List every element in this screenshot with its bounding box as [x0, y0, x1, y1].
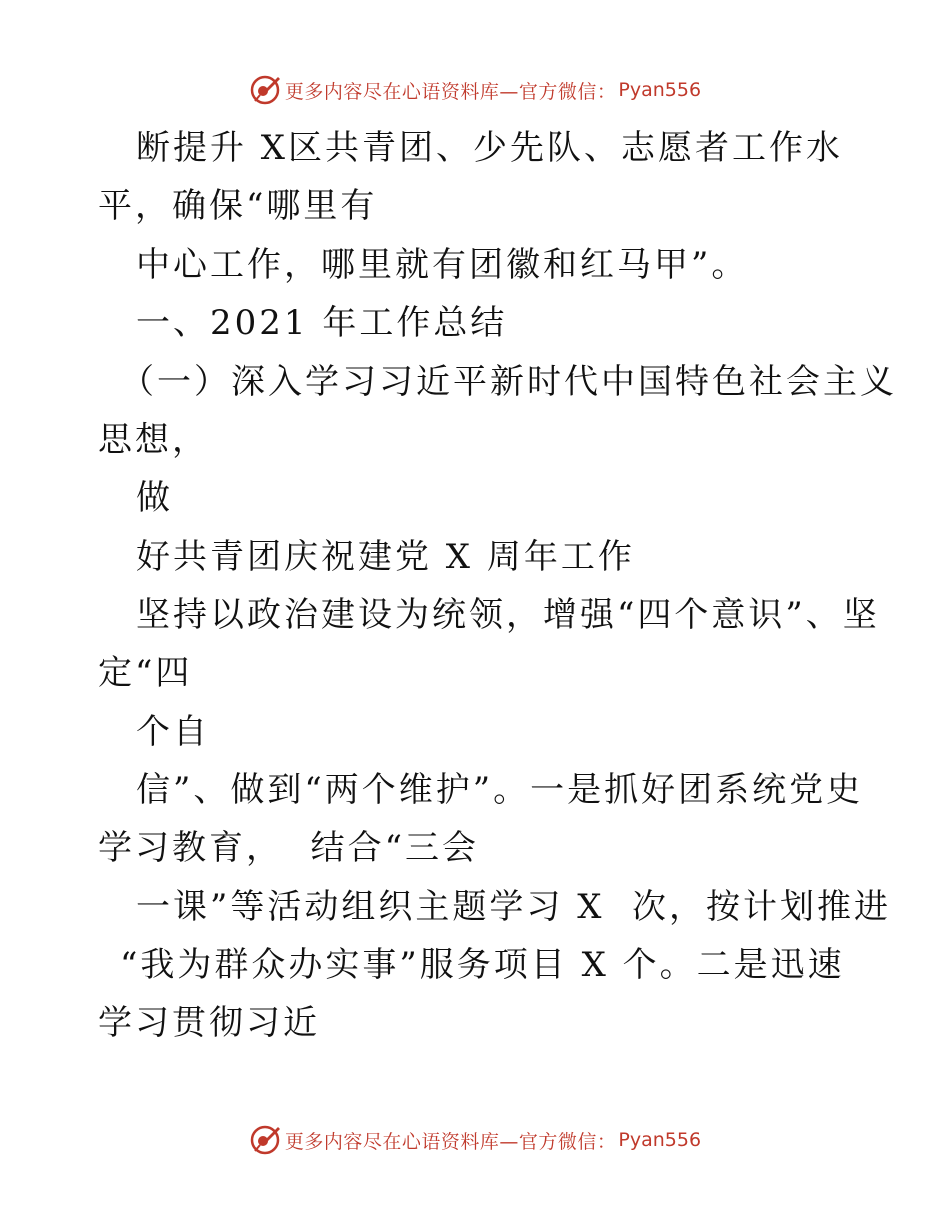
- body-line: 思想，: [98, 420, 209, 460]
- body-line: 个自: [136, 712, 210, 752]
- body-line: 学习教育， 结合“三会: [98, 828, 479, 868]
- header-wechat-id: Pyan556: [618, 79, 702, 101]
- body-line: 一课”等活动组织主题学习 X 次，按计划推进: [136, 887, 892, 927]
- pen-logo-icon: [249, 1124, 281, 1156]
- body-line: 断提升 X区共青团、少先队、志愿者工作水: [136, 128, 844, 168]
- header-banner: [0, 70, 950, 110]
- body-line: “我为群众办实事”服务项目 X 个。二是迅速: [120, 945, 845, 985]
- section-heading: 一、2021 年工作总结: [136, 303, 508, 343]
- body-line: 做: [136, 478, 173, 518]
- body-line: 学习贯彻习近: [98, 1003, 320, 1043]
- body-line: 中心工作，哪里就有团徽和红马甲”。: [136, 245, 749, 285]
- body-line: 好共青团庆祝建党 X 周年工作: [136, 537, 635, 577]
- header-banner-text: 更多内容尽在心语资料库—官方微信：: [284, 80, 617, 103]
- body-line: 平，确保“哪里有: [98, 186, 378, 226]
- footer-wechat-id: Pyan556: [618, 1129, 702, 1151]
- subsection-heading: （一）深入学习习近平新时代中国特色社会主义: [120, 362, 897, 402]
- body-line: 坚持以政治建设为统领，增强“四个意识”、坚: [136, 595, 880, 635]
- footer-banner: [0, 1120, 950, 1160]
- body-line: 定“四: [98, 653, 193, 693]
- footer-banner-text: 更多内容尽在心语资料库—官方微信：: [284, 1130, 617, 1153]
- body-line: 信”、做到“两个维护”。一是抓好团系统党史: [136, 770, 864, 810]
- pen-logo-icon: [249, 74, 281, 106]
